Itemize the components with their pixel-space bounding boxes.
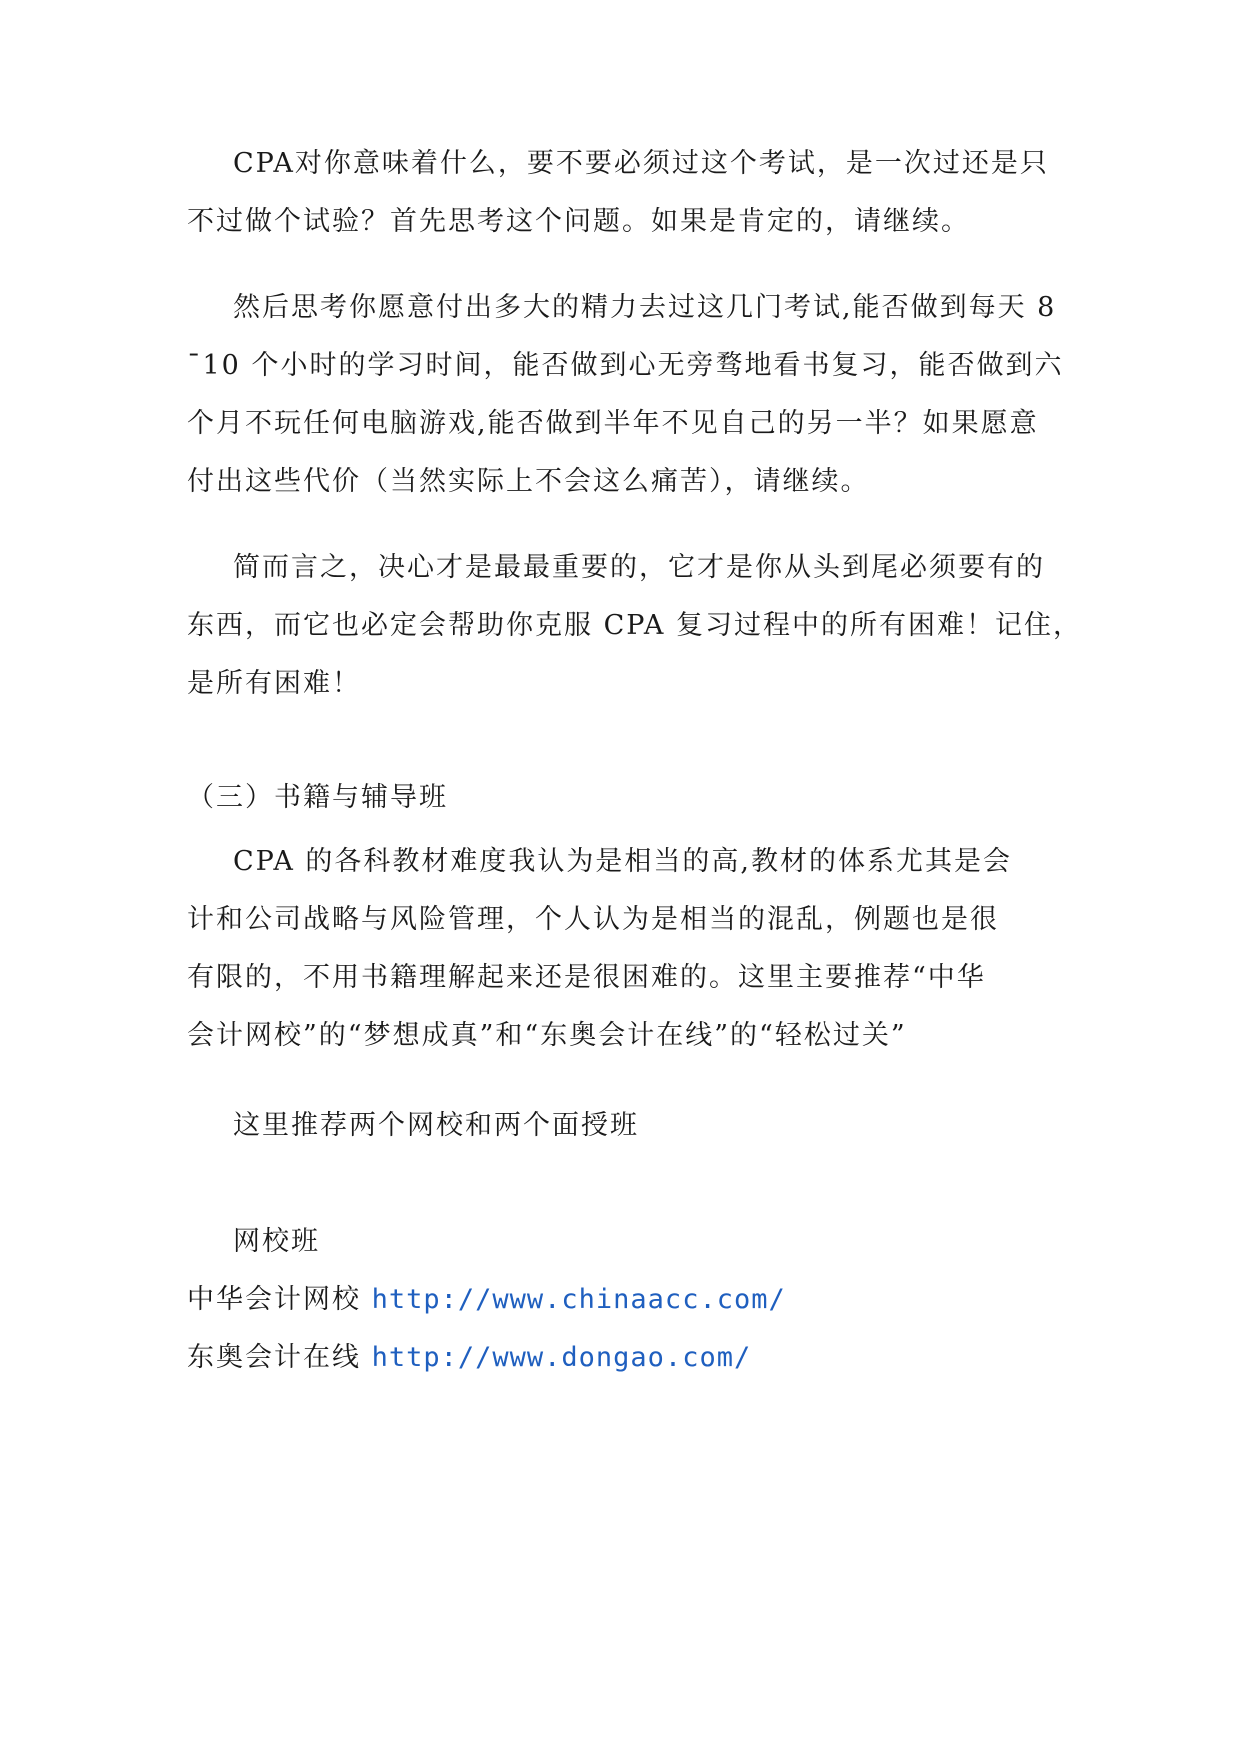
link-label-chinaacc: 中华会计网校 — [187, 1284, 372, 1315]
paragraph-4-line-2: 计和公司战略与风险管理，个人认为是相当的混乱，例题也是很 — [187, 904, 999, 935]
paragraph-3-line-2: 东西，而它也必定会帮助你克服 CPA 复习过程中的所有困难！记住， — [187, 610, 1083, 641]
paragraph-4-line-4: 会计网校”的“梦想成真”和“东奥会计在线”的“轻松过关” — [187, 1020, 907, 1051]
paragraph-1-line-1: CPA对你意味着什么，要不要必须过这个考试，是一次过还是只 — [233, 148, 1049, 179]
paragraph-4-line-1: CPA 的各科教材难度我认为是相当的高,教材的体系尤其是会 — [233, 846, 1013, 877]
paragraph-3-line-3: 是所有困难！ — [187, 668, 361, 699]
link-dongao[interactable]: http://www.dongao.com/ — [371, 1342, 752, 1373]
section-heading: （三）书籍与辅导班 — [187, 782, 448, 813]
recommend-line: 这里推荐两个网校和两个面授班 — [233, 1110, 639, 1141]
paragraph-2-line-3: 个月不玩任何电脑游戏,能否做到半年不见自己的另一半？如果愿意 — [187, 408, 1039, 439]
link-row-dongao — [187, 1341, 751, 1375]
paragraph-3-line-1: 简而言之，决心才是最最重要的，它才是你从头到尾必须要有的 — [233, 552, 1045, 583]
paragraph-4-line-3: 有限的，不用书籍理解起来还是很困难的。这里主要推荐“中华 — [187, 962, 986, 993]
paragraph-2-line-4: 付出这些代价（当然实际上不会这么痛苦），请继续。 — [187, 466, 870, 497]
link-chinaacc[interactable]: http://www.chinaacc.com/ — [371, 1284, 786, 1315]
link-label-dongao: 东奥会计在线 — [187, 1342, 372, 1373]
subheading-online-schools: 网校班 — [233, 1226, 320, 1257]
link-row-chinaacc — [187, 1283, 786, 1317]
paragraph-2-line-1: 然后思考你愿意付出多大的精力去过这几门考试,能否做到每天 8 — [233, 292, 1057, 323]
paragraph-2-line-2: ¯10 个小时的学习时间，能否做到心无旁骛地看书复习，能否做到六 — [187, 350, 1064, 381]
paragraph-1-line-2: 不过做个试验？首先思考这个问题。如果是肯定的，请继续。 — [187, 206, 970, 237]
